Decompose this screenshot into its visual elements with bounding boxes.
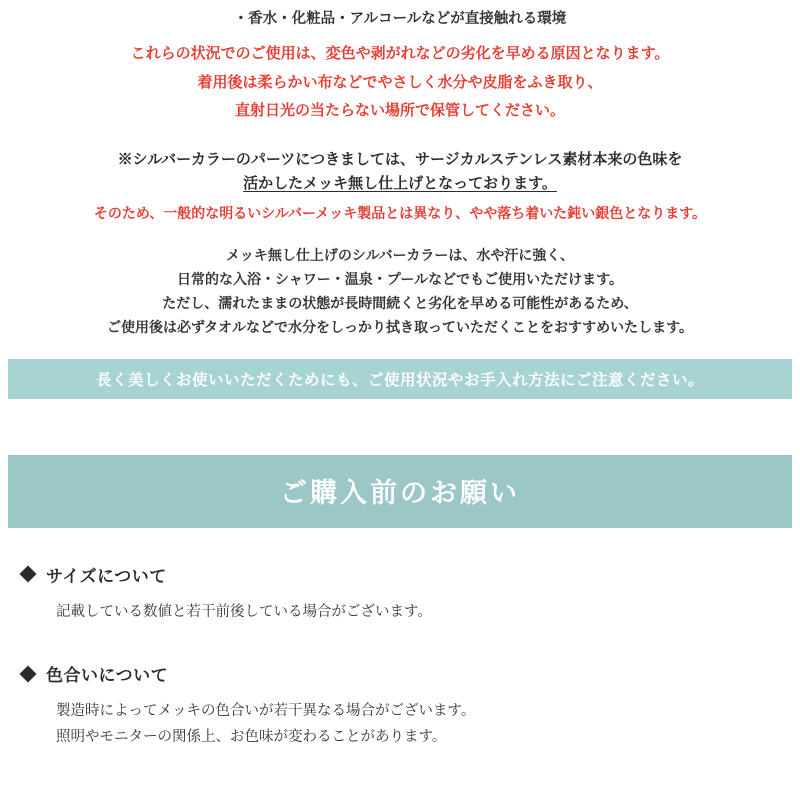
item-body [22,600,800,625]
request-items-list [0,562,800,750]
list-item [22,562,800,625]
top-caution-section [0,0,800,122]
item-body-line: 製造時によってメッキの色合いが若干異なる場合がございます。 [56,703,476,720]
silver-body [14,243,786,339]
care-highlight-bar: 長く美しくお使いいただくためにも、ご使用状況やお手入れ方法にご注意ください。 [8,359,792,399]
caution-red-line-3: 直射日光の当たらない場所で保管してください。 [234,101,565,119]
item-body-line: 記載している数値と若干前後している場合がございます。 [56,603,432,620]
caution-red-block [0,42,800,122]
item-body [22,699,800,750]
silver-color-section [0,148,800,339]
silver-body-line-3: ただし、濡れたままの状態が長時間続くと劣化を早める可能性があるため、 [162,294,638,311]
silver-body-line-4: ご使用後は必ずタオルなどで水分をしっかり拭き取っていただくことをおすすめいたします。 [106,318,694,335]
item-body-line: 照明やモニターの関係上、お色味が変わることがあります。 [56,728,447,745]
silver-sub-red: そのため、一般的な明るいシルバーメッキ製品とは異なり、やや落ち着いた鈍い銀色となります。 [93,205,707,222]
caution-red-line-1: これらの状況でのご使用は、変色や剥がれなどの劣化を早める原因となります。 [130,45,670,63]
silver-lead [14,148,786,196]
diamond-bullet-icon [20,665,37,682]
caution-lead-line: ・香水・化粧品・アルコールなどが直接触れる環境 [233,11,567,27]
section-banner-title: ご購入前のお願い [8,455,792,528]
item-title-row [22,562,800,587]
item-title: 色合いについて [46,666,169,686]
caution-red-line-2: 着用後は柔らかい布などでやさしく水分や皮脂をふき取り、 [197,73,603,91]
item-title-row [22,661,800,686]
diamond-bullet-icon [20,566,37,583]
silver-body-line-1: メッキ無し仕上げのシルバーカラーは、水や汗に強く、 [225,246,575,263]
list-item [22,661,800,750]
silver-lead-line-1: ※シルバーカラーのパーツにつきましては、サージカルステンレス素材本来の色味を [117,151,683,169]
item-title: サイズについて [46,566,167,586]
silver-lead-line-2: 活かしたメッキ無し仕上げとなっております。 [243,175,557,193]
silver-body-line-2: 日常的な入浴・シャワー・温泉・プールなどでもご使用いただけます。 [177,270,623,287]
